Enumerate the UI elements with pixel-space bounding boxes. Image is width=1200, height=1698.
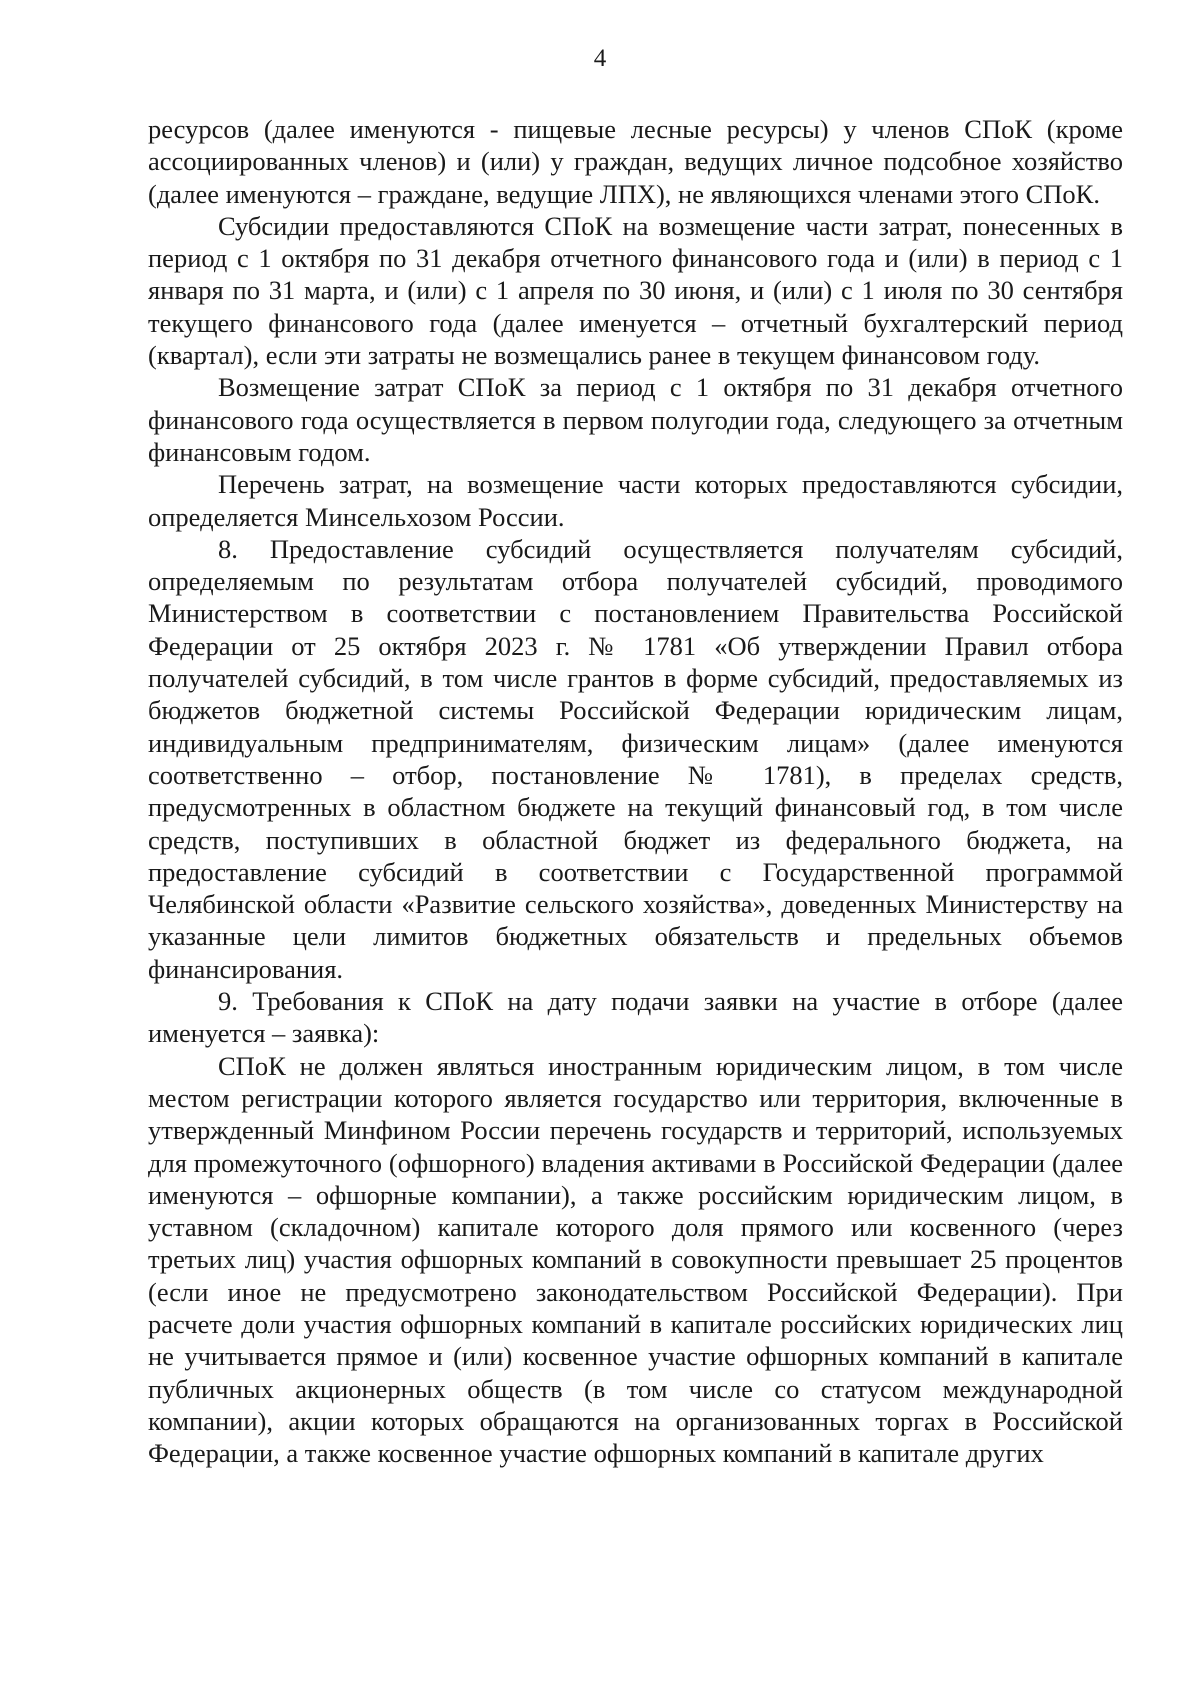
paragraph-cost-list: Перечень затрат, на возмещение части которых предоставляются субсидии, определяется Минсельхозом России. (148, 469, 1123, 532)
paragraph-reimbursement-q4: Возмещение затрат СПоК за период с 1 октября по 31 декабря отчетного финансового года осуществляется в первом полугодии года, следующего за отчетным финансовым годом. (148, 372, 1123, 467)
paragraph-offshore-requirement: СПоК не должен являться иностранным юридическим лицом, в том числе местом регистрации которого является государство или территория, включенные в утвержденный Минфином России перечень государств и территорий, используемых для промежуточного (офшорного) владения активами в Российской Федерации (далее именуются – офшорные компании), а также российским юридическим лицом, в уставном (складочном) капитале которого доля прямого или косвенного (через третьих лиц) участия офшорных компаний в совокупности превышает 25 процентов (если иное не предусмотрено законодательством Российской Федерации). При расчете доли участия офшорных компаний в капитале российских юридических лиц не учитывается прямое и (или) косвенное участие офшорных компаний в капитале публичных акционерных обществ (в том числе со статусом международной компании), акции которых обращаются на организованных торгах в Российской Федерации, а также косвенное участие офшорных компаний в капитале других (148, 1050, 1123, 1469)
paragraph-item-8: 8. Предоставление субсидий осуществляется получателям субсидий, определяемым по результатам отбора получателей субсидий, проводимого Министерством в соответствии с постановлением Правительства Российской Федерации от 25 октября 2023 г. № 1781 «Об утверждении Правил отбора получателей субсидий, в том числе грантов в форме субсидий, предоставляемых из бюджетов бюджетной системы Российской Федерации юридическим лицам, индивидуальным предпринимателям, физическим лицам» (далее именуются соответственно – отбор, постановление № 1781), в пределах средств, предусмотренных в областном бюджете на текущий финансовый год, в том числе средств, поступивших в областной бюджет из федерального бюджета, на предоставление субсидий в соответствии с Государственной программой Челябинской области «Развитие сельского хозяйства», доведенных Министерству на указанные цели лимитов бюджетных обязательств и предельных объемов финансирования. (148, 533, 1123, 984)
paragraph-item-9: 9. Требования к СПоК на дату подачи заявки на участие в отборе (далее именуется – заявка): (148, 986, 1123, 1049)
document-body (148, 113, 1123, 1469)
paragraph-continuation: ресурсов (далее именуются - пищевые лесные ресурсы) у членов СПоК (кроме ассоциированных членов) и (или) у граждан, ведущих личное подсобное хозяйство (далее именуются – граждане, ведущие ЛПХ), не являющихся членами этого СПоК. (148, 114, 1123, 209)
paragraph-subsidy-periods: Субсидии предоставляются СПоК на возмещение части затрат, понесенных в период с 1 октября по 31 декабря отчетного финансового года и (или) в период с 1 января по 31 марта, и (или) с 1 апреля по 30 июня, и (или) с 1 июля по 30 сентября текущего финансового года (далее именуется – отчетный бухгалтерский период (квартал), если эти затраты не возмещались ранее в текущем финансовом году. (148, 210, 1123, 371)
page-number: 4 (593, 45, 607, 72)
